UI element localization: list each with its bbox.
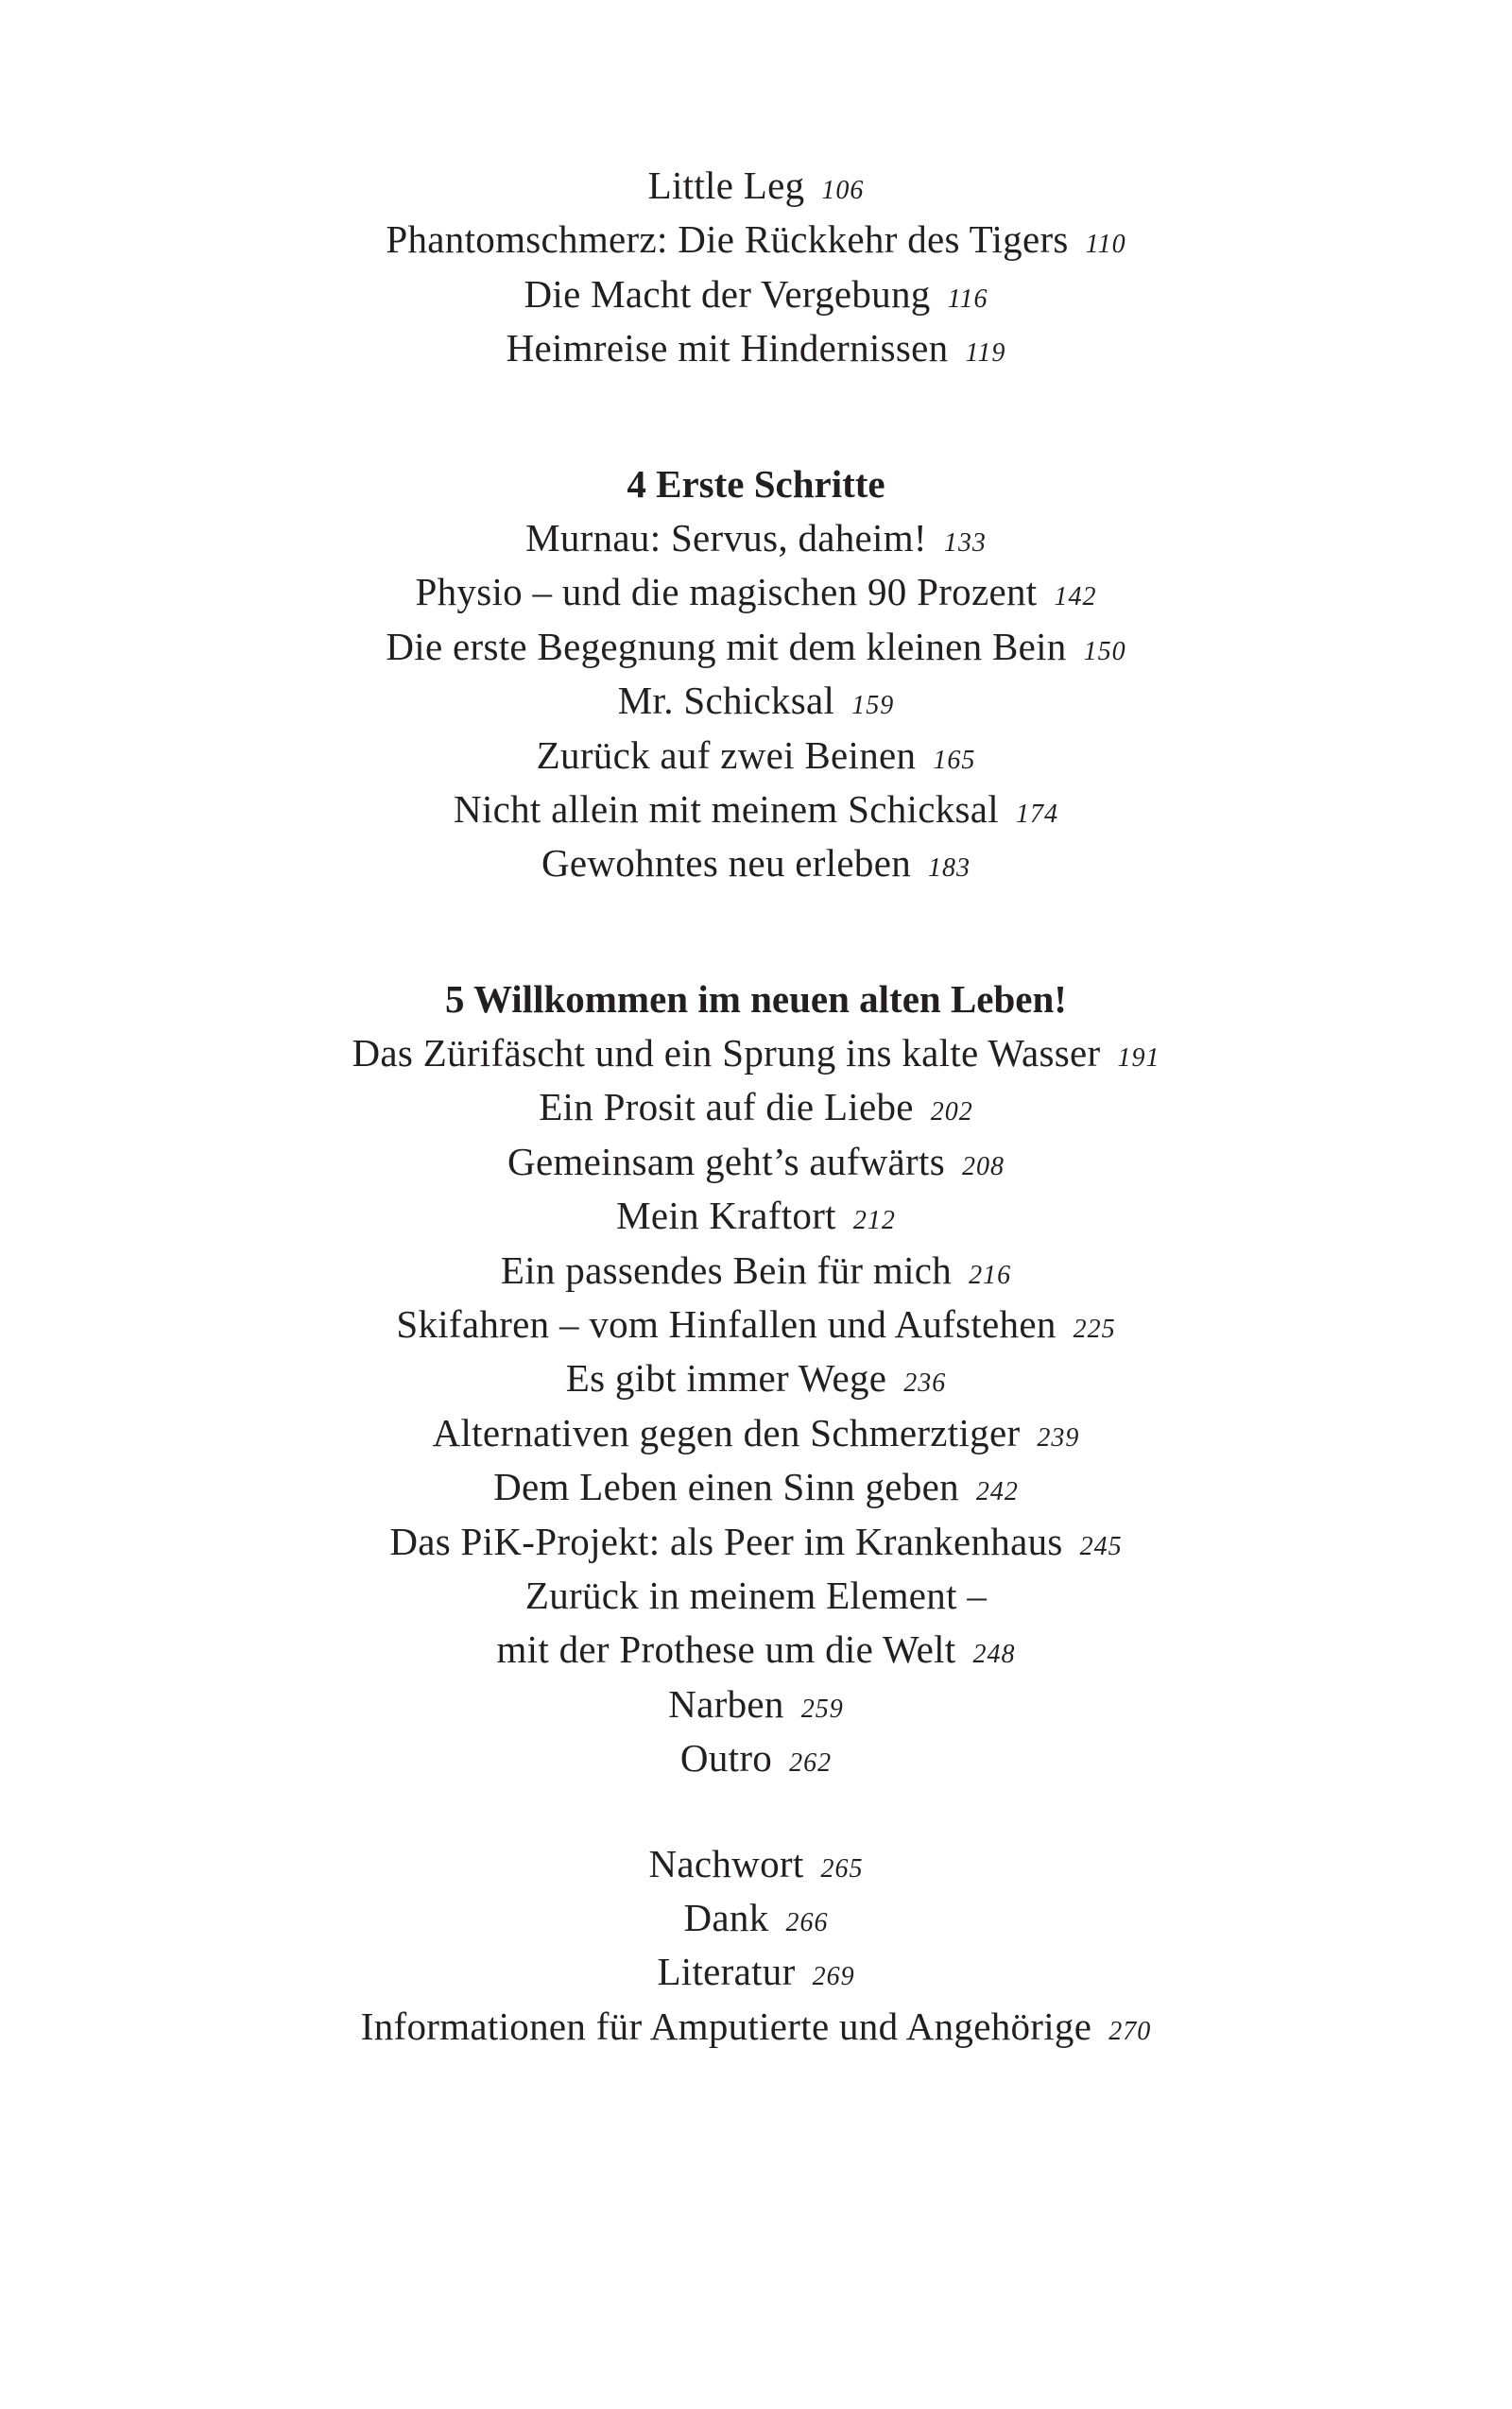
toc-entry [0,267,1512,321]
toc-entry-page: 216 [969,1260,1012,1290]
toc-entry [0,1945,1512,1999]
toc-entry-page: 110 [1085,230,1126,260]
toc-entry-title: Heimreise mit Hindernissen [506,326,949,370]
toc-entry-page: 208 [961,1151,1005,1181]
toc-entry-title: Gewohntes neu erleben [541,841,912,886]
toc-entry [0,1891,1512,1945]
toc-entry-title: Dank [683,1895,769,1939]
toc-entry-page: 142 [1054,582,1097,612]
toc-chapter-5 [0,972,1512,1786]
toc-entry [0,511,1512,565]
toc-entry-title: Die Macht der Vergebung [524,271,931,316]
toc-entry-title: Murnau: Servus, daheim! [525,515,927,559]
toc-entry-title: Nicht allein mit meinem Schicksal [454,786,999,831]
toc-entry-page: 133 [943,527,987,558]
toc-entry-page: 174 [1015,799,1058,829]
toc-entry-title: Literatur [657,1950,796,1994]
toc-entry-page: 159 [851,691,895,721]
toc-entry-title: Outro [679,1736,773,1781]
toc-entry-page: 225 [1073,1315,1116,1345]
toc-entry [0,729,1512,783]
toc-entry [0,1515,1512,1569]
table-of-contents [0,159,1512,2054]
toc-entry-title: Dem Leben einen Sinn geben [493,1465,959,1509]
toc-entry [0,1837,1512,1891]
toc-entry-title: Ein Prosit auf die Liebe [539,1085,914,1129]
toc-entry [0,159,1512,213]
toc-entry [0,836,1512,890]
toc-entry-page: 116 [947,284,988,314]
toc-entry-title: Das Zürifäscht und ein Sprung ins kalte Wasser [352,1031,1101,1075]
toc-entry-title: Es gibt immer Wege [565,1356,887,1401]
toc-entry [0,1026,1512,1080]
toc-entry-title: Mr. Schicksal [617,679,835,723]
toc-entry [0,1569,1512,1623]
toc-entry-title: Phantomschmerz: Die Rückkehr des Tigers [386,217,1069,262]
toc-entry-page: 269 [812,1962,855,1992]
toc-entry-page: 202 [930,1097,973,1127]
toc-entry-title: Informationen für Amputierte und Angehörige [360,2004,1092,2048]
toc-entry [0,1080,1512,1134]
toc-group-top [0,159,1512,376]
chapter-heading: 4 Erste Schritte [627,461,885,506]
toc-entry-title: Die erste Begegnung mit dem kleinen Bein [386,624,1067,668]
toc-entry [0,1406,1512,1460]
toc-chapter-4 [0,457,1512,891]
toc-entry-title: Das PiK-Projekt: als Peer im Krankenhaus [389,1519,1063,1563]
toc-entry-page: 150 [1083,636,1126,666]
toc-entry-page: 236 [903,1368,947,1399]
toc-entry-page: 245 [1079,1531,1123,1561]
toc-entry-page: 242 [975,1477,1019,1507]
toc-entry-title: Mein Kraftort [616,1194,836,1238]
toc-entry [0,1731,1512,1785]
toc-entry [0,321,1512,375]
toc-entry-page: 248 [972,1640,1016,1670]
toc-back-matter [0,1837,1512,2055]
toc-entry [0,1623,1512,1677]
toc-entry-page: 239 [1037,1422,1080,1453]
toc-entry [0,783,1512,836]
toc-entry [0,620,1512,674]
toc-entry [0,1678,1512,1731]
toc-entry-title: Narben [668,1681,784,1726]
toc-entry-title: Ein passendes Bein für mich [500,1248,953,1292]
toc-entry-title: mit der Prothese um die Welt [496,1627,956,1672]
toc-entry [0,674,1512,728]
toc-entry [0,1189,1512,1243]
toc-entry-page: 183 [928,853,971,884]
toc-entry-title: Skifahren – vom Hinfallen und Aufstehen [396,1302,1057,1347]
toc-entry [0,1460,1512,1514]
toc-entry-title: Physio – und die magischen 90 Prozent [415,570,1038,614]
toc-entry [0,2000,1512,2054]
toc-entry-title: Gemeinsam geht’s aufwärts [507,1139,945,1183]
toc-entry-page: 165 [933,745,976,775]
toc-entry [0,1135,1512,1189]
toc-entry-title: Zurück in meinem Element – [524,1573,988,1617]
toc-entry [0,213,1512,267]
toc-entry-page: 265 [820,1853,864,1884]
toc-entry-title: Nachwort [648,1841,804,1885]
toc-entry-page: 212 [852,1206,896,1236]
toc-entry-page: 191 [1117,1043,1160,1074]
toc-entry [0,1351,1512,1405]
toc-entry-page: 270 [1108,2016,1152,2046]
toc-entry-title: Little Leg [647,163,805,207]
toc-entry [0,1298,1512,1351]
toc-entry [0,1244,1512,1298]
toc-entry [0,565,1512,619]
toc-entry-page: 119 [965,338,1006,369]
toc-entry-page: 262 [789,1748,833,1779]
chapter-heading: 5 Willkommen im neuen alten Leben! [445,976,1067,1021]
toc-entry-title: Zurück auf zwei Beinen [536,732,917,777]
toc-entry-page: 259 [800,1694,844,1724]
toc-entry-page: 266 [785,1907,829,1937]
toc-entry-page: 106 [821,176,865,205]
toc-entry-title: Alternativen gegen den Schmerztiger [432,1410,1021,1454]
